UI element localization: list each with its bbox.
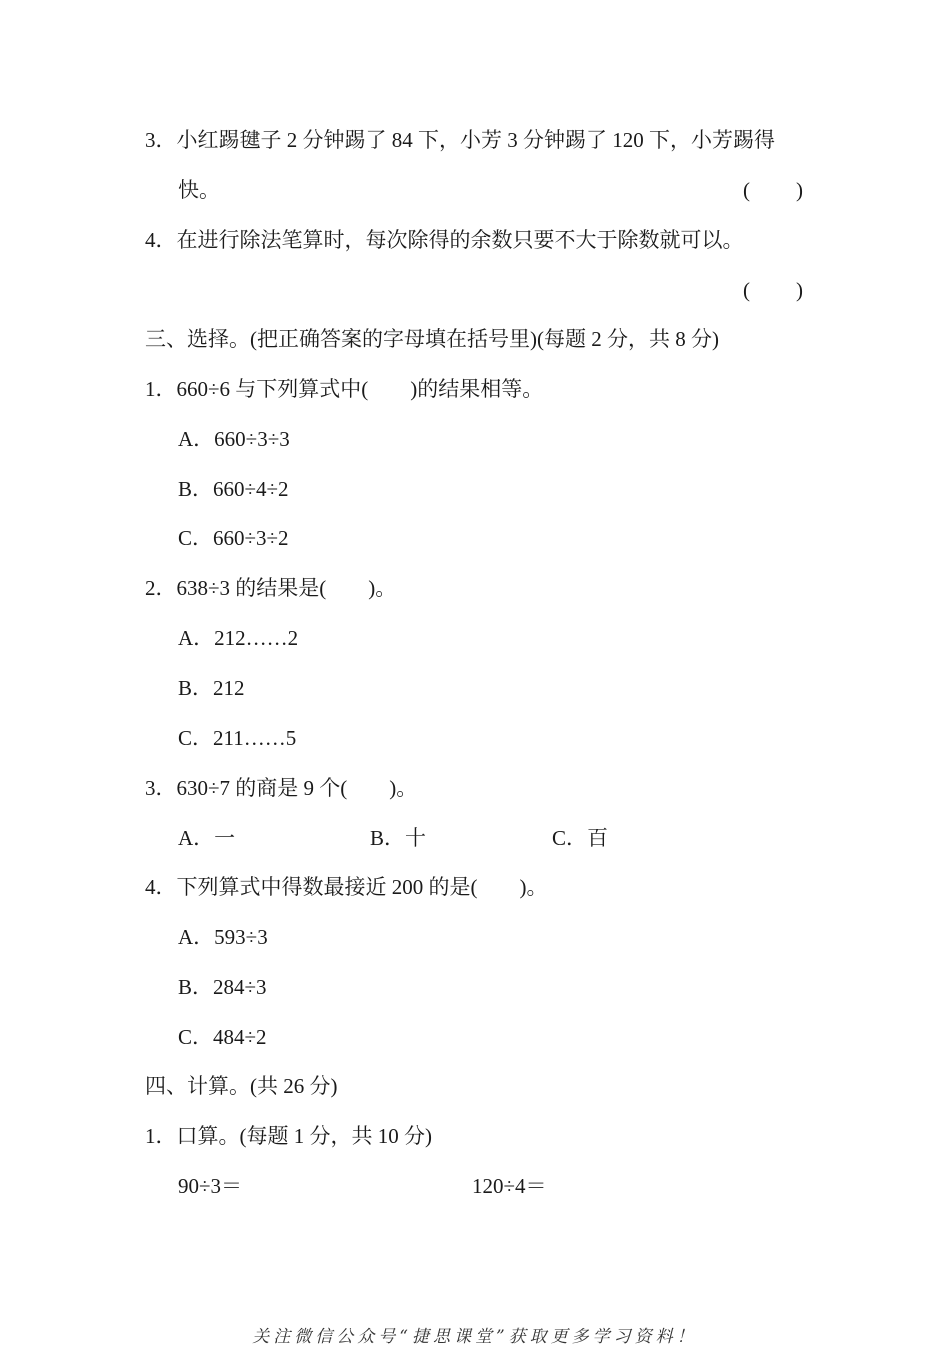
- section-3-heading: 三、选择。(把正确答案的字母填在括号里)(每题 2 分，共 8 分): [145, 327, 719, 351]
- judgment-item-3-line2: 快。: [178, 178, 220, 202]
- paren-open: (: [743, 278, 750, 302]
- choice-question-1-option-b: B．660÷4÷2: [178, 477, 289, 501]
- choice-question-3-option-c: C．百: [552, 826, 609, 850]
- judgment-item-3-line1: 3．小红踢毽子 2 分钟踢了 84 下，小芳 3 分钟踢了 120 下，小芳踢得: [145, 128, 775, 152]
- paren-open: (: [743, 178, 750, 202]
- choice-question-1-stem: 1．660÷6 与下列算式中( )的结果相等。: [145, 377, 544, 401]
- choice-question-2-option-a: A．212……2: [178, 626, 299, 650]
- choice-question-2-stem: 2．638÷3 的结果是( )。: [145, 576, 397, 600]
- section-4-heading: 四、计算。(共 26 分): [145, 1074, 338, 1098]
- footer-promo-text: 关注微信公众号“捷思课堂”获取更多学习资料！: [252, 1327, 698, 1347]
- choice-question-2-option-b: B．212: [178, 676, 245, 700]
- mental-math-title: 1．口算。(每题 1 分，共 10 分): [145, 1124, 432, 1148]
- choice-question-4-stem: 4．下列算式中得数最接近 200 的是( )。: [145, 875, 548, 899]
- mental-math-problem-1: 90÷3＝: [178, 1174, 243, 1198]
- choice-question-3-option-b: B．十: [370, 826, 427, 850]
- choice-question-3-stem: 3．630÷7 的商是 9 个( )。: [145, 776, 418, 800]
- choice-question-4-option-c: C．484÷2: [178, 1025, 267, 1049]
- choice-question-4-option-a: A．593÷3: [178, 925, 268, 949]
- mental-math-problem-2: 120÷4＝: [472, 1174, 547, 1198]
- choice-question-1-option-a: A．660÷3÷3: [178, 427, 290, 451]
- choice-question-3-option-a: A．一: [178, 826, 236, 850]
- answer-blank-judgment-4[interactable]: [743, 280, 803, 301]
- choice-question-1-option-c: C．660÷3÷2: [178, 526, 289, 550]
- paren-close: ): [796, 278, 803, 302]
- choice-question-2-option-c: C．211……5: [178, 726, 297, 750]
- paren-close: ): [796, 178, 803, 202]
- choice-question-4-option-b: B．284÷3: [178, 975, 267, 999]
- answer-blank-judgment-3[interactable]: [743, 180, 803, 201]
- judgment-item-4-line1: 4．在进行除法笔算时，每次除得的余数只要不大于除数就可以。: [145, 228, 744, 252]
